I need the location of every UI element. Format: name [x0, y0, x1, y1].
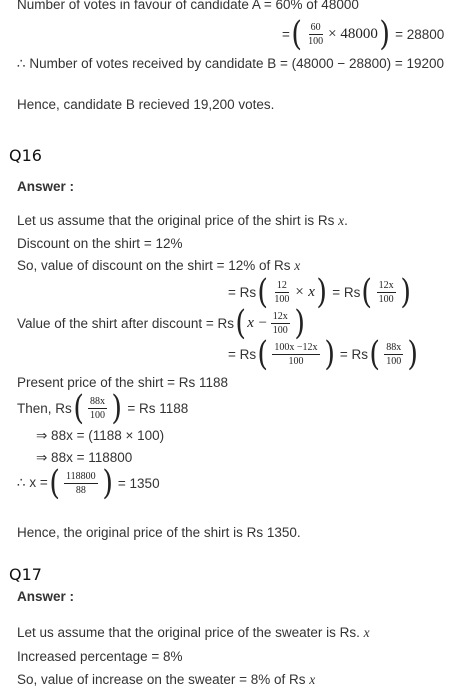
fraction-denominator: 100 — [272, 324, 288, 336]
fraction-denominator: 100 — [378, 293, 394, 305]
fraction — [272, 342, 319, 367]
right-paren: ) — [101, 463, 113, 503]
answer-label-q17: Answer : — [17, 589, 75, 604]
period: . — [344, 213, 348, 228]
variable-x: x — [363, 625, 370, 640]
times-x: × x — [294, 283, 315, 300]
answer-label-q16: Answer : — [17, 179, 75, 194]
fraction — [306, 22, 325, 47]
fraction-denominator: 88 — [75, 484, 86, 496]
fraction-numerator: 12 — [276, 279, 287, 291]
votes-b-text: Number of votes received by candidate B = (48000 − 28800) = 19200 — [29, 56, 445, 71]
q16-conclusion: Hence, the original price of the shirt is Rs 1350. — [17, 525, 301, 540]
fraction — [64, 471, 98, 496]
fraction — [272, 280, 291, 305]
fraction-numerator: 88x — [386, 341, 402, 353]
then-result: = Rs 1188 — [127, 400, 189, 416]
right-paren: ) — [379, 14, 390, 54]
fraction-denominator: 100 — [90, 409, 106, 421]
times-48000: × 48000 — [328, 25, 378, 42]
rs-label: = Rs — [332, 284, 361, 300]
discount-calculation — [228, 272, 412, 312]
left-paren: ( — [291, 14, 302, 54]
votes-a-line: Number of votes in favour of candidate A = 60% of 48000 — [17, 0, 359, 12]
fraction-denominator: 100 — [288, 355, 304, 367]
present-price-line: Present price of the shirt = Rs 1188 — [17, 375, 228, 390]
after-discount-calculation — [228, 334, 419, 374]
fraction — [384, 342, 403, 367]
equals-sign: = — [282, 26, 290, 42]
discount-value-text: So, value of discount on the shirt = 12% of Rs — [17, 258, 295, 273]
fraction-denominator: 100 — [274, 293, 290, 305]
then-line — [17, 388, 189, 428]
votes-a-calculation — [282, 14, 445, 54]
votes-conclusion: Hence, candidate B recieved 19,200 votes. — [17, 97, 275, 112]
increase-value-line — [17, 672, 315, 688]
left-paren: ( — [257, 334, 269, 374]
step-1: ⇒ 88x = (1188 × 100) — [36, 428, 165, 443]
right-paren: ) — [316, 272, 327, 312]
fraction-numerator: 12x — [272, 310, 288, 322]
assume-line-q17 — [17, 625, 370, 641]
fraction-numerator: 12x — [378, 279, 394, 291]
assume-text: Let us assume that the original price of the shirt is Rs — [17, 213, 339, 228]
variable-x: x — [309, 672, 316, 687]
right-paren: ) — [323, 334, 335, 374]
fraction — [88, 396, 107, 421]
fraction-denominator: 100 — [386, 355, 402, 367]
left-paren: ( — [73, 388, 84, 428]
discount-line: Discount on the shirt = 12% — [17, 236, 183, 251]
fraction-numerator: 60 — [310, 21, 321, 33]
variable-x: x — [294, 258, 301, 273]
assume-line-q16 — [17, 213, 348, 229]
rs-label: = Rs — [228, 284, 257, 300]
votes-b-line — [17, 56, 444, 72]
fraction-numerator: 88x — [90, 395, 106, 407]
right-paren: ) — [111, 388, 122, 428]
x-minus: x − — [247, 314, 268, 331]
fraction — [377, 280, 396, 305]
left-paren: ( — [369, 334, 380, 374]
rs-label: = Rs — [228, 346, 257, 362]
increase-value-text: So, value of increase on the sweater = 8% of Rs — [17, 672, 310, 687]
x-equals: ∴ x = — [17, 475, 48, 490]
right-paren: ) — [294, 303, 305, 343]
solution-result: = 1350 — [117, 475, 160, 491]
right-paren: ) — [407, 334, 419, 374]
calc-result: = 28800 — [395, 26, 445, 42]
therefore-symbol: ∴ — [17, 56, 26, 71]
fraction-denominator: 100 — [308, 35, 324, 47]
step-2: ⇒ 88x = 118800 — [36, 450, 133, 465]
then-label: Then, Rs — [17, 400, 72, 416]
fraction-numerator: 100x −12x — [274, 341, 318, 353]
fraction — [271, 311, 290, 336]
assume-text: Let us assume that the original price of the sweater is Rs. — [17, 625, 364, 640]
after-discount-label: Value of the shirt after discount = Rs — [17, 315, 234, 331]
fraction-numerator: 118800 — [66, 470, 96, 482]
left-paren: ( — [49, 463, 60, 503]
variable-x: x — [338, 213, 345, 228]
question-heading-q16: Q16 — [9, 146, 42, 165]
left-paren: ( — [361, 272, 373, 312]
left-paren: ( — [257, 272, 269, 312]
rs-label: = Rs — [339, 346, 368, 362]
right-paren: ) — [399, 272, 411, 312]
question-heading-q17: Q17 — [9, 565, 42, 584]
left-paren: ( — [235, 303, 246, 343]
solution-line — [17, 463, 160, 503]
increase-line: Increased percentage = 8% — [17, 649, 183, 664]
